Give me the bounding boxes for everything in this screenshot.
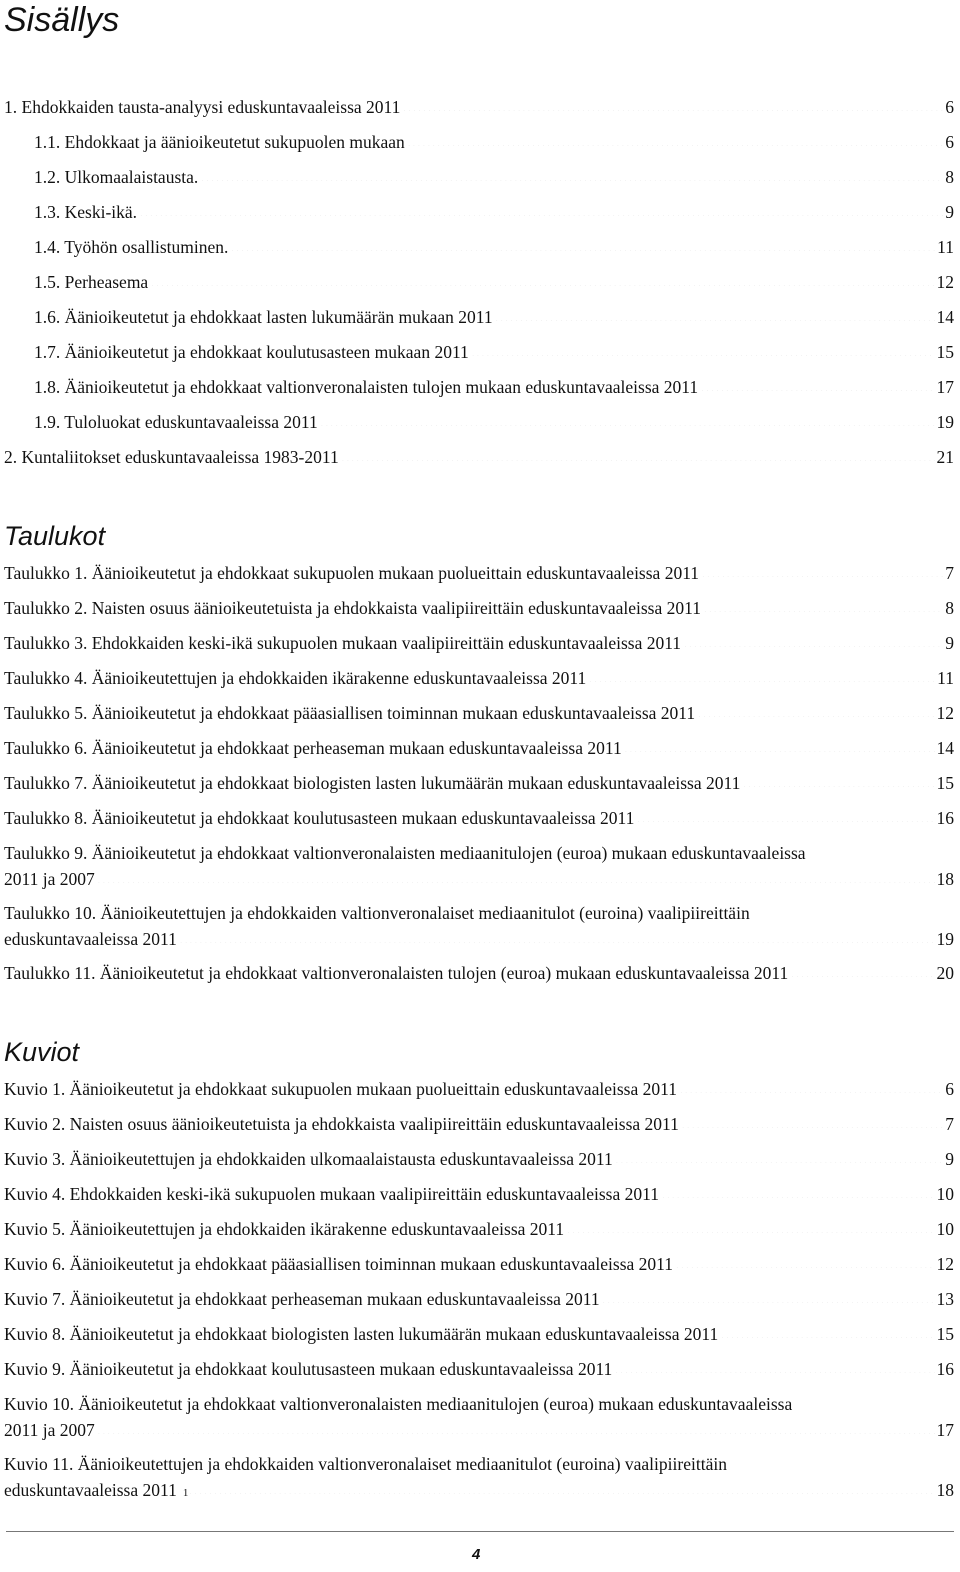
toc-entry-title: 1.2. Ulkomaalaistausta. — [34, 167, 199, 187]
toc-entry-page: 19 — [936, 412, 954, 432]
dot-leader — [681, 1111, 943, 1129]
dot-leader — [703, 595, 943, 613]
figure-entry[interactable] — [0, 1321, 954, 1356]
figure-entry-page: 18 — [936, 1480, 954, 1500]
figure-entry-page: 10 — [936, 1219, 954, 1239]
figures-heading: Kuviot — [4, 1037, 80, 1067]
figure-entry-page: 13 — [936, 1289, 954, 1309]
table-entry-title-cont: 2011 ja 2007 — [4, 869, 95, 889]
table-entry-title-cont: eduskuntavaaleissa 2011 — [4, 929, 177, 949]
dot-leader — [588, 665, 935, 683]
table-entry[interactable] — [0, 560, 954, 595]
dot-leader — [402, 94, 943, 112]
table-entry-page: 8 — [945, 598, 954, 618]
figure-entry-title-cont: eduskuntavaaleissa 2011 — [4, 1480, 177, 1500]
figure-entry-page: 12 — [936, 1254, 954, 1274]
footnote-marker: 1 — [182, 1487, 189, 1499]
table-entry[interactable] — [0, 840, 954, 900]
figure-entry[interactable] — [0, 1111, 954, 1146]
table-entry-title: Taulukko 6. Äänioikeutetut ja ehdokkaat perheaseman mukaan eduskuntavaaleissa 2011 — [4, 738, 622, 758]
figure-entry-page: 15 — [936, 1324, 954, 1344]
figure-entry-page: 9 — [945, 1149, 954, 1169]
toc-entry-title: 2. Kuntaliitokset eduskuntavaaleissa 1983-2011 — [4, 447, 339, 467]
dot-leader — [636, 805, 934, 823]
toc-entry-page: 15 — [936, 342, 954, 362]
dot-leader — [675, 1251, 934, 1269]
figure-entry[interactable] — [0, 1286, 954, 1321]
table-entry-title: Taulukko 3. Ehdokkaiden keski-ikä sukupuolen mukaan vaalipiireittäin eduskuntavaaleissa 2011 — [4, 633, 682, 653]
table-entry-page: 20 — [936, 963, 954, 983]
figure-entry-title: Kuvio 3. Äänioikeutettujen ja ehdokkaiden ulkomaalaistausta eduskuntavaaleissa 2011 — [4, 1149, 613, 1169]
toc-list — [0, 94, 954, 479]
toc-entry[interactable] — [0, 94, 954, 129]
toc-entry-page: 6 — [945, 132, 954, 152]
figure-entry[interactable] — [0, 1076, 954, 1111]
figure-entry[interactable] — [0, 1251, 954, 1286]
dot-leader — [139, 199, 943, 217]
table-entry-page: 18 — [936, 869, 954, 889]
figure-entry-title: Kuvio 6. Äänioikeutetut ja ehdokkaat pääasiallisen toiminnan mukaan eduskuntavaaleissa 2011 — [4, 1254, 674, 1274]
table-entry[interactable] — [0, 700, 954, 735]
dot-leader — [683, 630, 943, 648]
table-entry[interactable] — [0, 805, 954, 840]
dot-leader — [150, 269, 934, 287]
toc-entry[interactable] — [0, 409, 954, 444]
table-entry-title: Taulukko 8. Äänioikeutetut ja ehdokkaat koulutusasteen mukaan eduskuntavaaleissa 2011 — [4, 808, 635, 828]
table-entry-page: 16 — [936, 808, 954, 828]
dot-leader — [566, 1216, 934, 1234]
table-entry[interactable] — [0, 900, 954, 960]
toc-entry[interactable] — [0, 269, 954, 304]
table-entry-page: 7 — [945, 563, 954, 583]
toc-entry[interactable] — [0, 164, 954, 199]
dot-leader — [697, 700, 934, 718]
toc-entry-page: 17 — [936, 377, 954, 397]
dot-leader — [679, 1076, 943, 1094]
toc-entry-title: 1.4. Työhön osallistuminen. — [34, 237, 229, 257]
toc-entry-title: 1.5. Perheasema — [34, 272, 149, 292]
toc-entry-title: 1.7. Äänioikeutetut ja ehdokkaat koulutusasteen mukaan 2011 — [34, 342, 469, 362]
toc-entry-page: 14 — [936, 307, 954, 327]
dot-leader — [320, 409, 935, 427]
dot-leader — [701, 560, 943, 578]
toc-entry[interactable] — [0, 339, 954, 374]
dot-leader — [720, 1321, 934, 1339]
table-entry-title: Taulukko 4. Äänioikeutettujen ja ehdokkaiden ikärakenne eduskuntavaaleissa 2011 — [4, 668, 587, 688]
toc-entry[interactable] — [0, 199, 954, 234]
figure-entry-title: Kuvio 9. Äänioikeutetut ja ehdokkaat koulutusasteen mukaan eduskuntavaaleissa 2011 — [4, 1359, 613, 1379]
table-entry-page: 15 — [936, 773, 954, 793]
figure-entry-title: Kuvio 4. Ehdokkaiden keski-ikä sukupuolen mukaan vaalipiireittäin eduskuntavaaleissa 2011 — [4, 1184, 659, 1204]
dot-leader — [495, 304, 935, 322]
dot-leader — [230, 234, 935, 252]
figure-entry-title: Kuvio 2. Naisten osuus äänioikeutetuista ja ehdokkaista vaalipiireittäin eduskuntavaaleissa 2011 — [4, 1114, 679, 1134]
toc-entry-title: 1. Ehdokkaiden tausta-analyysi eduskuntavaaleissa 2011 — [4, 97, 401, 117]
page-number: 4 — [472, 1546, 481, 1563]
figure-entry-title: Kuvio 5. Äänioikeutettujen ja ehdokkaiden ikärakenne eduskuntavaaleissa 2011 — [4, 1219, 565, 1239]
table-entry[interactable] — [0, 630, 954, 665]
figure-entry-title-cont: 2011 ja 2007 — [4, 1420, 95, 1440]
table-entry-title: Taulukko 1. Äänioikeutetut ja ehdokkaat sukupuolen mukaan puolueittain eduskuntavaaleissa 2011 — [4, 563, 700, 583]
toc-entry[interactable] — [0, 444, 954, 479]
dot-leader — [700, 374, 934, 392]
dot-leader — [179, 926, 935, 944]
dot-leader — [602, 1286, 935, 1304]
figure-entry-page: 10 — [936, 1184, 954, 1204]
dot-leader — [407, 129, 943, 147]
table-entry-page: 9 — [945, 633, 954, 653]
dot-leader — [471, 339, 935, 357]
dot-leader — [661, 1181, 935, 1199]
toc-entry[interactable] — [0, 234, 954, 269]
toc-entry-page: 9 — [945, 202, 954, 222]
table-entry-title: Taulukko 10. Äänioikeutettujen ja ehdokkaiden valtionveronalaiset mediaanitulot (euroina) vaalipiireittäin — [4, 903, 750, 923]
table-entry-page: 11 — [937, 668, 954, 688]
figure-entry-page: 17 — [936, 1420, 954, 1440]
table-entry-page: 12 — [936, 703, 954, 723]
table-entry-title: Taulukko 2. Naisten osuus äänioikeutetuista ja ehdokkaista vaalipiireittäin eduskuntavaaleissa 2011 — [4, 598, 701, 618]
table-entry-title: Taulukko 7. Äänioikeutetut ja ehdokkaat biologisten lasten lukumäärän mukaan eduskuntavaaleissa 2011 — [4, 773, 741, 793]
table-entry[interactable] — [0, 735, 954, 770]
toc-entry-page: 21 — [936, 447, 954, 467]
table-entry-page: 14 — [936, 738, 954, 758]
toc-entry-title: 1.9. Tuloluokat eduskuntavaaleissa 2011 — [34, 412, 318, 432]
toc-entry-title: 1.3. Keski-ikä. — [34, 202, 138, 222]
figure-entry-title: Kuvio 11. Äänioikeutettujen ja ehdokkaiden valtionveronalaiset mediaanitulot (euroina) vaalipiireittäin — [4, 1454, 727, 1474]
tables-heading: Taulukot — [4, 521, 106, 551]
dot-leader — [341, 444, 935, 462]
figure-entry-page: 6 — [945, 1079, 954, 1099]
figure-entry-page: 16 — [936, 1359, 954, 1379]
toc-entry[interactable] — [0, 304, 954, 339]
footer-divider — [6, 1531, 954, 1532]
table-entry[interactable] — [0, 960, 954, 995]
toc-entry-title: 1.1. Ehdokkaat ja äänioikeutetut sukupuolen mukaan — [34, 132, 405, 152]
dot-leader — [614, 1356, 934, 1374]
table-entry[interactable] — [0, 770, 954, 805]
table-entry-title: Taulukko 11. Äänioikeutetut ja ehdokkaat valtionveronalaisten tulojen (euroa) mukaan eduskuntavaaleissa 2011 — [4, 963, 789, 983]
dot-leader — [200, 164, 943, 182]
dot-leader — [615, 1146, 943, 1164]
toc-entry-title: 1.6. Äänioikeutetut ja ehdokkaat lasten lukumäärän mukaan 2011 — [34, 307, 493, 327]
figure-entry-title: Kuvio 1. Äänioikeutetut ja ehdokkaat sukupuolen mukaan puolueittain eduskuntavaaleissa 2011 — [4, 1079, 677, 1099]
toc-entry-page: 8 — [945, 167, 954, 187]
dot-leader — [97, 866, 935, 884]
toc-entry-page: 11 — [937, 237, 954, 257]
dot-leader — [188, 1477, 934, 1495]
tables-list — [0, 560, 954, 995]
dot-leader — [742, 770, 934, 788]
figure-entry[interactable] — [0, 1146, 954, 1181]
table-entry-title: Taulukko 5. Äänioikeutetut ja ehdokkaat pääasiallisen toiminnan mukaan eduskuntavaaleissa 2011 — [4, 703, 696, 723]
figure-entry-title: Kuvio 7. Äänioikeutetut ja ehdokkaat perheaseman mukaan eduskuntavaaleissa 2011 — [4, 1289, 600, 1309]
figure-entry[interactable] — [0, 1216, 954, 1251]
figures-list — [0, 1076, 954, 1511]
toc-entry[interactable] — [0, 129, 954, 164]
figure-entry[interactable] — [0, 1391, 954, 1451]
table-entry-title: Taulukko 9. Äänioikeutetut ja ehdokkaat valtionveronalaisten mediaanitulojen (euroa) mukaan eduskuntavaaleissa — [4, 843, 806, 863]
figure-entry-title: Kuvio 8. Äänioikeutetut ja ehdokkaat biologisten lasten lukumäärän mukaan eduskuntavaaleissa 2011 — [4, 1324, 719, 1344]
figure-entry[interactable] — [0, 1451, 954, 1511]
toc-entry-page: 12 — [936, 272, 954, 292]
figure-entry-page: 7 — [945, 1114, 954, 1134]
table-entry-page: 19 — [936, 929, 954, 949]
figure-entry[interactable] — [0, 1181, 954, 1216]
toc-heading: Sisällys — [4, 1, 120, 39]
figure-entry[interactable] — [0, 1356, 954, 1391]
table-entry[interactable] — [0, 665, 954, 700]
dot-leader — [97, 1417, 935, 1435]
figure-entry-title: Kuvio 10. Äänioikeutetut ja ehdokkaat valtionveronalaisten mediaanitulojen (euroa) mukaan eduskuntavaaleissa — [4, 1394, 793, 1414]
dot-leader — [790, 960, 934, 978]
toc-entry[interactable] — [0, 374, 954, 409]
toc-entry-title: 1.8. Äänioikeutetut ja ehdokkaat valtionveronalaisten tulojen mukaan eduskuntavaaleissa 2011 — [34, 377, 699, 397]
table-entry[interactable] — [0, 595, 954, 630]
toc-entry-page: 6 — [945, 97, 954, 117]
dot-leader — [624, 735, 935, 753]
